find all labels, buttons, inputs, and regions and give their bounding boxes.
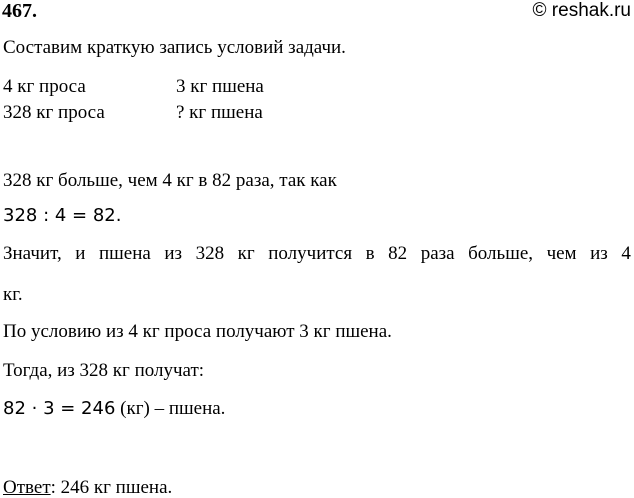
answer-line bbox=[3, 478, 172, 497]
condition-row1-right: 3 кг пшена bbox=[176, 76, 264, 97]
answer-text: : 246 кг пшена. bbox=[50, 477, 173, 498]
word: раза bbox=[420, 243, 455, 264]
word: Значит, bbox=[3, 243, 62, 264]
solution-line-1: 328 кг больше, чем 4 кг в 82 раза, так как bbox=[3, 170, 337, 191]
solution-line-5: Тогда, из 328 кг получат: bbox=[3, 360, 205, 381]
word: из bbox=[164, 243, 183, 264]
word: 82 bbox=[388, 243, 408, 264]
word: получится bbox=[268, 243, 353, 264]
answer-label: Ответ bbox=[3, 477, 51, 498]
word: пшена bbox=[98, 243, 151, 264]
word: 328 bbox=[195, 243, 225, 264]
solution-line-6 bbox=[3, 399, 225, 418]
condition-row2-left: 328 кг проса bbox=[3, 102, 105, 123]
solution-line-3 bbox=[3, 244, 631, 263]
solution-line-3-end: кг. bbox=[3, 284, 23, 305]
result-unit: (кг) – пшена. bbox=[115, 398, 226, 419]
condition-row2-right: ? кг пшена bbox=[176, 102, 263, 123]
calculation: 82 · 3 = 246 bbox=[3, 398, 116, 419]
word: 4 bbox=[621, 243, 631, 264]
intro-text: Составим краткую запись условий задачи. bbox=[3, 37, 346, 58]
word: кг bbox=[237, 243, 255, 264]
site-watermark: © reshak.ru bbox=[532, 0, 631, 21]
solution-line-4: По условию из 4 кг проса получают 3 кг пшена. bbox=[3, 321, 392, 342]
word: из bbox=[590, 243, 608, 264]
word: больше, bbox=[468, 243, 534, 264]
word: и bbox=[75, 243, 86, 264]
solution-line-2: 328 : 4 = 82. bbox=[3, 205, 122, 226]
word: чем bbox=[546, 243, 577, 264]
word: в bbox=[365, 243, 375, 264]
task-number: 467. bbox=[2, 0, 37, 22]
condition-row1-left: 4 кг проса bbox=[3, 76, 86, 97]
